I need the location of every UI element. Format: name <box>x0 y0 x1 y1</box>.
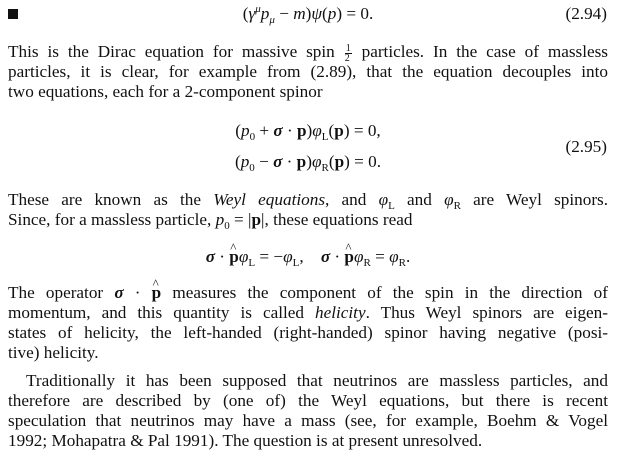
paragraph-2-line-2: Since, for a massless particle, $p_0 = |p|$, these equations read <box>8 210 413 232</box>
weyl-equation-left: $(p_0 + \sigma \cdot p)\varphi_L(p) = 0$, <box>235 121 381 143</box>
paragraph-3-line-4: tive) helicity. <box>8 343 99 362</box>
paragraph-4-line-2: therefore are described by (one of) the Weyl equations, but there is recent <box>8 391 608 410</box>
paragraph-2-line-1: These are known as the Weyl equations, and $\varphi_L$ and $\varphi_R$ are Weyl spinors. <box>8 190 609 212</box>
paragraph-3-line-3: states of helicity, the left-handed (right-handed) spinor having negative (posi- <box>8 323 608 342</box>
paragraph-3-line-1: The operator σ · ^ p measures the component of the spin in the direction of <box>8 283 608 303</box>
helicity-equations: σ · ^ $p\varphi_L = -\varphi_L$, σ · ^ $p\varphi_R = \varphi_R$. <box>8 247 608 269</box>
paragraph-1-line-3: two equations, each for a 2-component spinor <box>8 82 323 101</box>
fraction-one-half: $\frac{1}{2}$ <box>344 42 351 64</box>
paragraph-4-line-1: Traditionally it has been supposed that neutrinos are massless particles, and <box>26 371 608 390</box>
paragraph-4-line-3: speculation that neutrinos may have a mass (see, for example, Boehm & Vogel <box>8 411 608 430</box>
weyl-equation-right: $(p_0 - \sigma \cdot p)\varphi_R(p) = 0$. <box>234 152 382 174</box>
paragraph-3-line-2: momentum, and this quantity is called helicity. Thus Weyl spinors are eigen- <box>8 303 609 322</box>
paragraph-4-line-4: 1992; Mohapatra & Pal 1991). The question is at present unresolved. <box>8 431 483 450</box>
paragraph-1-line-1: This is the Dirac equation for massive spin $\frac{1}{2}$ particles. In the case of massless <box>8 42 608 64</box>
equation-number-2-95: (2.95) <box>565 137 607 156</box>
equation-number-2-94: (2.94) <box>565 4 607 23</box>
dirac-equation: $(\gamma^\mu p_\mu - m)\psi(p) = 0$. <box>242 3 374 26</box>
paragraph-1-line-2: particles, it is clear, for example from (2.89), that the equation decouples into <box>8 62 608 81</box>
